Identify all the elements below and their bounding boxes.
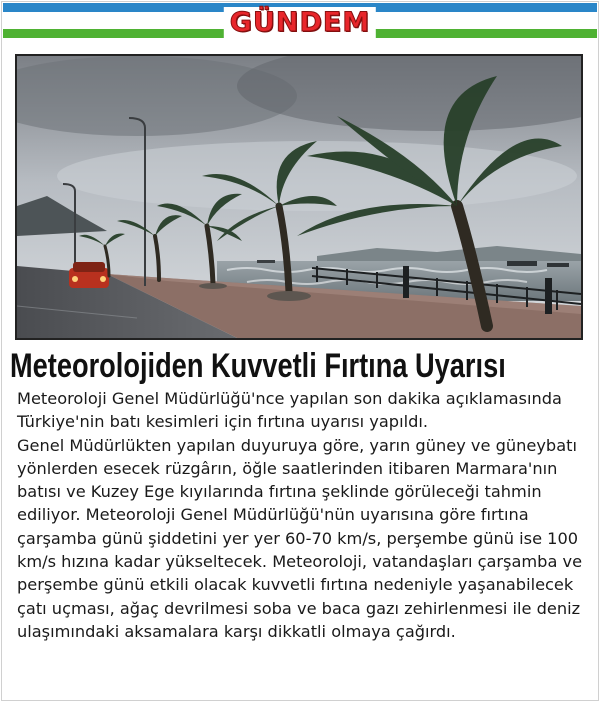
- section-title: GÜNDEM: [224, 7, 376, 39]
- article-paragraph: Genel Müdürlükten yapılan duyuruya göre, yarın güney ve güneybatı yönlerden esecek rüzgârın, öğle saatlerinden itibaren Marmara'nın batısı ve Kuzey Ege kıyılarında fırtına şeklinde görüleceği tahmin ediliyor. Meteoroloji Genel Müdürlüğü'nün uyarısına göre fırtına çarşamba günü şiddetini yer yer 60-70 km/s, perşembe günü ise 100 km/s hızına kadar yükseltecek. Meteoroloji, vatandaşları çarşamba ve perşembe günü etkili olacak kuvvetli fırtına nedeniyle yaşanabilecek çatı uçması, ağaç devrilmesi soba ve baca gazı zehirlenmesi ile deniz ulaşımındaki aksamalara karşı dikkatli olmaya çağırdı.: [17, 435, 583, 641]
- article-body: [17, 387, 589, 643]
- article-paragraph: Meteoroloji Genel Müdürlüğü'nce yapılan son dakika açıklamasında Türkiye'nin batı kesimleri için fırtına uyarısı yapıldı.: [17, 389, 562, 432]
- article-photo: [15, 54, 583, 340]
- stormy-seafront-photo-icon: [17, 56, 581, 338]
- article-headline: Meteorolojiden Kuvvetli Fırtına Uyarısı: [10, 347, 506, 385]
- section-header: [3, 3, 597, 39]
